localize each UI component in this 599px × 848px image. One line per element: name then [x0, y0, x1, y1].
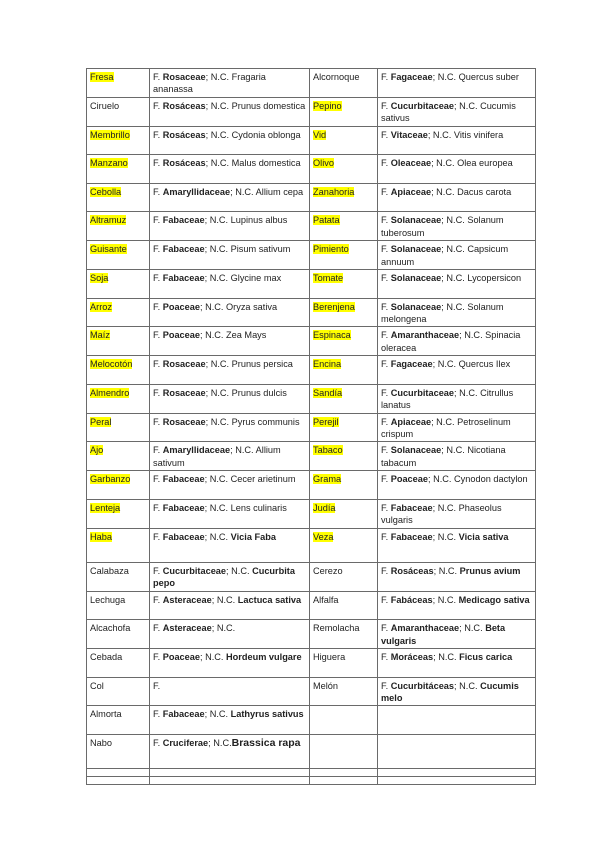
family-name: Poaceae: [390, 474, 428, 485]
family-name: Rosaceae: [162, 359, 206, 370]
plant-name: Cebolla: [90, 186, 122, 197]
plant-name-cell: [310, 69, 378, 98]
scientific-name-cell: F. Solanaceae; N.C. Solanum tuberosum: [378, 212, 536, 241]
plant-name-cell: [87, 442, 150, 471]
scientific-name-cell: F. Fabaceae; N.C. Cecer arietinum: [150, 471, 310, 500]
table-row: [87, 298, 536, 327]
plant-name-cell: [87, 384, 150, 413]
scientific-name-text: ; N.C. Prunus persica: [205, 359, 293, 370]
family-name: Moráceas: [390, 651, 434, 662]
scientific-name-text: ; N.C. Olea europea: [431, 158, 513, 169]
scientific-name-cell: F. Poaceae; N.C. Zea Mays: [150, 327, 310, 356]
plant-name-cell: [310, 677, 378, 706]
scientific-name-cell: F. Amaranthaceae; N.C. Beta vulgaris: [378, 620, 536, 649]
plant-name: Grama: [313, 474, 342, 485]
plant-name: Encina: [313, 359, 342, 370]
family-name: Rosáceas: [162, 100, 206, 111]
scientific-name-bold: Vicia Faba: [230, 531, 276, 542]
plant-name: Higuera: [313, 651, 346, 662]
plant-name: Tabaco: [313, 445, 343, 456]
scientific-name-cell: F. Fabaceae; N.C. Lupinus albus: [150, 212, 310, 241]
scientific-name-text: ; N.C. Cecer arietinum: [204, 474, 296, 485]
scientific-name-text: ; N.C.: [204, 709, 231, 720]
scientific-name-cell: F. Solanaceae; N.C. Nicotiana tabacum: [378, 442, 536, 471]
plant-name: Judía: [313, 502, 336, 513]
plant-name-cell: [87, 241, 150, 270]
plant-name-cell: [310, 471, 378, 500]
family-name: Fabáceas: [390, 594, 433, 605]
plant-name-cell: [87, 620, 150, 649]
scientific-name-cell: F. Rosáceas; N.C. Prunus avium: [378, 562, 536, 591]
scientific-name-text: ; N.C. Glycine max: [204, 273, 282, 284]
plant-name-cell: [87, 183, 150, 212]
scientific-name-text: ; N.C. Cucumis sativus: [381, 100, 516, 124]
plant-name: Soja: [90, 273, 109, 284]
family-name: Fabaceae: [162, 709, 205, 720]
plant-name: Fresa: [90, 72, 114, 82]
plant-name-cell: [310, 648, 378, 677]
family-name: Fabaceae: [162, 502, 205, 513]
scientific-name-cell: F. Rosáceas; N.C. Prunus domestica: [150, 97, 310, 126]
empty-cell: [87, 768, 150, 776]
scientific-name-cell: F. Cucurbitáceas; N.C. Cucumis melo: [378, 677, 536, 706]
plant-name: Arroz: [90, 301, 112, 312]
plant-name: Melón: [313, 680, 339, 691]
empty-cell: [150, 776, 310, 784]
family-name: Amaryllidaceae: [162, 445, 231, 456]
scientific-name-text: ; N.C. Petroselinum crispum: [381, 416, 511, 440]
plant-name: Ajo: [90, 445, 104, 456]
plant-name: Guisante: [90, 244, 127, 255]
scientific-name-bold: Lathyrus sativus: [230, 709, 304, 720]
plant-name-cell: [310, 155, 378, 184]
table-row: [87, 327, 536, 356]
scientific-name-text: ; N.C. Oryza sativa: [200, 301, 278, 312]
scientific-name-cell: F. Rosaceae; N.C. Fragaria ananassa: [150, 69, 310, 98]
scientific-name-bold: Medicago sativa: [458, 594, 530, 605]
scientific-name-cell: F. Fabáceas; N.C. Medicago sativa: [378, 591, 536, 620]
family-name: Amaranthaceae: [390, 330, 460, 341]
table-row: [87, 97, 536, 126]
scientific-name-cell: F. Poaceae; N.C. Cynodon dactylon: [378, 471, 536, 500]
family-name: Solanaceae: [390, 301, 442, 312]
plant-name-cell: [87, 270, 150, 299]
family-name: Rosáceas: [162, 158, 206, 169]
family-name: Rosáceas: [162, 129, 206, 140]
scientific-name-cell: F. Cucurbitaceae; N.C. Cucumis sativus: [378, 97, 536, 126]
empty-cell: [378, 768, 536, 776]
plant-name-cell: [310, 620, 378, 649]
family-name: Fagaceae: [390, 359, 433, 370]
plant-name-cell: [310, 528, 378, 562]
scientific-name-cell: F. Solanaceae; N.C. Solanum melongena: [378, 298, 536, 327]
empty-cell: [310, 776, 378, 784]
plant-name: Lenteja: [90, 502, 121, 513]
scientific-name-cell: F. Apiaceae; N.C. Dacus carota: [378, 183, 536, 212]
table-row: [87, 270, 536, 299]
scientific-name-cell: [378, 734, 536, 768]
scientific-name-text: ; N.C. Pyrus communis: [205, 416, 300, 427]
plant-name: Alfalfa: [313, 594, 339, 605]
family-name: Rosaceae: [162, 387, 206, 398]
plant-name-cell: [310, 591, 378, 620]
plant-name-cell: [310, 97, 378, 126]
plant-name: Pepino: [313, 100, 342, 111]
scientific-name-cell: F. Rosáceas; N.C. Cydonia oblonga: [150, 126, 310, 155]
family-name: Cucurbitáceas: [390, 680, 455, 691]
table-row: [87, 212, 536, 241]
plant-name-cell: [87, 734, 150, 768]
scientific-name-cell: F. Fabaceae; N.C. Phaseolus vulgaris: [378, 499, 536, 528]
family-name: Cucurbitaceae: [390, 100, 455, 111]
plant-name-cell: [87, 499, 150, 528]
plant-name-cell: [310, 241, 378, 270]
family-name: Solanaceae: [390, 273, 442, 284]
scientific-name-cell: F. Fabaceae; N.C. Pisum sativum: [150, 241, 310, 270]
scientific-name-bold: Vicia sativa: [458, 531, 509, 542]
plant-name: Vid: [313, 129, 327, 140]
plant-name-cell: [310, 126, 378, 155]
family-name: Cucurbitaceae: [390, 387, 455, 398]
scientific-name-text: ; N.C. Prunus dulcis: [205, 387, 287, 398]
plant-name: Col: [90, 680, 104, 691]
scientific-name-text: ; N.C. Quercus Ilex: [432, 359, 511, 370]
family-name: Amaranthaceae: [390, 623, 460, 634]
empty-cell: [378, 776, 536, 784]
plant-name: Peral: [90, 416, 112, 427]
family-name: Apiaceae: [390, 186, 432, 197]
scientific-name-text: ; N.C. Dacus carota: [431, 186, 512, 197]
scientific-name-text: ; N.C. Nicotiana tabacum: [381, 445, 506, 468]
family-name: Rosáceas: [390, 565, 434, 576]
plant-name-cell: [87, 591, 150, 620]
family-name: Poaceae: [162, 301, 200, 312]
scientific-name-text: ; N.C. Phaseolus vulgaris: [381, 502, 502, 526]
family-name: Fagaceae: [390, 72, 433, 82]
table-row: [87, 734, 536, 768]
table-row: [87, 768, 536, 776]
family-name: Asteraceae: [162, 594, 212, 605]
plant-name-cell: [87, 648, 150, 677]
scientific-name-bold: Lactuca sativa: [237, 594, 302, 605]
plant-name: Altramuz: [90, 215, 127, 226]
scientific-name-bold: Hordeum vulgare: [226, 651, 302, 662]
scientific-name-text: ; N.C. Allium sativum: [153, 445, 281, 468]
family-name: Fabaceae: [162, 531, 205, 542]
scientific-name-cell: F. Fabaceae; N.C. Vicia Faba: [150, 528, 310, 562]
plant-name-cell: [87, 69, 150, 98]
plant-name: Zanahoria: [313, 186, 355, 197]
scientific-name-cell: F. Rosaceae; N.C. Prunus persica: [150, 356, 310, 385]
scientific-name-cell: F. Fabaceae; N.C. Lens culinaris: [150, 499, 310, 528]
scientific-name-text: ; N.C.: [459, 623, 486, 634]
scientific-name-text: ; N.C. Fragaria ananassa: [153, 72, 266, 95]
scientific-name-text: ; N.C. Citrullus lanatus: [381, 387, 514, 411]
table-row: [87, 648, 536, 677]
scientific-name-text: ; N.C. Solanum melongena: [381, 301, 504, 325]
family-name: Fabaceae: [162, 273, 205, 284]
table-row: [87, 706, 536, 735]
plant-name-cell: [87, 155, 150, 184]
scientific-name-cell: F. Fabaceae; N.C. Glycine max: [150, 270, 310, 299]
plant-name-cell: [87, 677, 150, 706]
table-row: [87, 528, 536, 562]
plant-name: Tomate: [313, 273, 344, 284]
table-row: [87, 499, 536, 528]
table-row: [87, 620, 536, 649]
table-row: [87, 442, 536, 471]
scientific-name-cell: F. Asteraceae; N.C.: [150, 620, 310, 649]
plant-name: Veza: [313, 531, 334, 542]
scientific-name-text: ; N.C.: [433, 565, 460, 576]
table-row: [87, 562, 536, 591]
family-name: Amaryllidaceae: [162, 186, 231, 197]
empty-cell: [87, 776, 150, 784]
scientific-name-cell: F. Oleaceae; N.C. Olea europea: [378, 155, 536, 184]
family-name: Asteraceae: [162, 623, 212, 634]
scientific-name-text: ; N.C.: [433, 651, 460, 662]
scientific-name-cell: F. Amaranthaceae; N.C. Spinacia oleracea: [378, 327, 536, 356]
scientific-name-cell: F. Rosaceae; N.C. Pyrus communis: [150, 413, 310, 442]
scientific-name-text: ; N.C.: [432, 531, 459, 542]
scientific-name-text: ; N.C.: [432, 594, 459, 605]
family-name: Poaceae: [162, 330, 200, 341]
scientific-name-text: ; N.C. Lens culinaris: [204, 502, 287, 513]
plant-name: Nabo: [90, 737, 112, 748]
scientific-name-bold: Brassica rapa: [231, 736, 301, 749]
scientific-name-text: ; N.C.: [200, 651, 227, 662]
scientific-name-text: ; N.C. Pisum sativum: [204, 244, 291, 255]
family-name: Apiaceae: [390, 416, 432, 427]
family-name: Oleaceae: [390, 158, 432, 169]
plant-name-cell: [87, 97, 150, 126]
plant-name: Olivo: [313, 158, 334, 169]
plant-name: Almorta: [90, 709, 122, 720]
scientific-name-text: ; N.C. Quercus suber: [432, 72, 519, 82]
scientific-name-text: ; N.C.: [208, 737, 232, 748]
scientific-name-cell: [378, 706, 536, 735]
table-row: [87, 677, 536, 706]
scientific-name-bold: Ficus carica: [459, 651, 513, 662]
scientific-name-text: ; N.C. Lupinus albus: [204, 215, 288, 226]
scientific-name-cell: F. Poaceae; N.C. Oryza sativa: [150, 298, 310, 327]
scientific-name-text: ; N.C. Cydonia oblonga: [205, 129, 301, 140]
table-row: [87, 126, 536, 155]
plant-name-cell: [310, 356, 378, 385]
scientific-name-text: ; N.C. Vitis vinifera: [427, 129, 504, 140]
family-name: Poaceae: [162, 651, 200, 662]
scientific-name-bold: Beta vulgaris: [381, 623, 506, 646]
table-row: [87, 776, 536, 784]
plant-name: Berenjena: [313, 301, 355, 312]
scientific-name-text: ; N.C.: [204, 531, 231, 542]
scientific-name-cell: F. Amaryllidaceae; N.C. Allium cepa: [150, 183, 310, 212]
plant-name: Membrillo: [90, 129, 130, 140]
plant-name: Cerezo: [313, 565, 343, 576]
table-row: [87, 183, 536, 212]
scientific-name-cell: F. Fabaceae; N.C. Vicia sativa: [378, 528, 536, 562]
family-name: Vitaceae: [390, 129, 428, 140]
scientific-name-text: ; N.C. Capsicum annuum: [381, 244, 509, 267]
plant-name: Pimiento: [313, 244, 349, 255]
family-name: Cruciferae: [162, 737, 209, 748]
scientific-name-text: ; N.C. Solanum tuberosum: [381, 215, 504, 238]
scientific-name-bold: Prunus avium: [459, 565, 521, 576]
table-row: [87, 384, 536, 413]
family-name: Fabaceae: [162, 474, 205, 485]
family-prefix: F.: [153, 680, 161, 691]
plant-name: Patata: [313, 215, 340, 226]
table-row: [87, 591, 536, 620]
species-table: [86, 68, 536, 785]
family-name: Cucurbitaceae: [162, 565, 227, 576]
plant-name-cell: [87, 356, 150, 385]
species-table-body: [87, 69, 536, 785]
plant-name-cell: [87, 327, 150, 356]
plant-name-cell: [87, 562, 150, 591]
scientific-name-cell: F. Vitaceae; N.C. Vitis vinifera: [378, 126, 536, 155]
plant-name-cell: [310, 270, 378, 299]
scientific-name-cell: F. Amaryllidaceae; N.C. Allium sativum: [150, 442, 310, 471]
plant-name: Maíz: [90, 330, 110, 341]
plant-name-cell: [310, 298, 378, 327]
table-row: [87, 471, 536, 500]
scientific-name-text: ; N.C. Malus domestica: [205, 158, 301, 169]
scientific-name-cell: F. Fabaceae; N.C. Lathyrus sativus: [150, 706, 310, 735]
plant-name: Manzano: [90, 158, 128, 169]
plant-name-cell: [87, 471, 150, 500]
plant-name: Alcachofa: [90, 623, 131, 634]
plant-name-cell: [310, 442, 378, 471]
scientific-name-cell: F. Cucurbitaceae; N.C. Cucurbita pepo: [150, 562, 310, 591]
plant-name-cell: [310, 734, 378, 768]
scientific-name-cell: F. Fagaceae; N.C. Quercus Ilex: [378, 356, 536, 385]
scientific-name-cell: F. Solanaceae; N.C. Capsicum annuum: [378, 241, 536, 270]
scientific-name-text: ; N.C. Lycopersicon: [441, 273, 522, 284]
plant-name-cell: [87, 413, 150, 442]
scientific-name-cell: F. Moráceas; N.C. Ficus carica: [378, 648, 536, 677]
scientific-name-cell: F. Poaceae; N.C. Hordeum vulgare: [150, 648, 310, 677]
family-name: Fabaceae: [390, 502, 433, 513]
table-row: [87, 155, 536, 184]
plant-name-cell: [87, 528, 150, 562]
plant-name-cell: [310, 327, 378, 356]
family-name: Rosaceae: [162, 72, 206, 82]
scientific-name-cell: F. Rosáceas; N.C. Malus domestica: [150, 155, 310, 184]
plant-name: Calabaza: [90, 565, 129, 576]
plant-name-cell: [87, 298, 150, 327]
scientific-name-text: ; N.C. Allium cepa: [230, 186, 304, 197]
plant-name-cell: [310, 413, 378, 442]
plant-name-cell: [87, 126, 150, 155]
plant-name: Perejil: [313, 416, 339, 427]
scientific-name-cell: F. Fagaceae; N.C. Quercus suber: [378, 69, 536, 98]
table-row: [87, 69, 536, 98]
scientific-name-cell: F. Cucurbitaceae; N.C. Citrullus lanatus: [378, 384, 536, 413]
plant-name-cell: [310, 499, 378, 528]
scientific-name-text: ; N.C. Cynodon dactylon: [428, 474, 528, 485]
plant-name-cell: [87, 212, 150, 241]
scientific-name-text: ; N.C.: [211, 623, 236, 634]
table-row: [87, 413, 536, 442]
scientific-name-text: ; N.C. Spinacia oleracea: [381, 330, 521, 353]
scientific-name-cell: F. Cruciferae; N.C.Brassica rapa: [150, 734, 310, 768]
plant-name-cell: [310, 384, 378, 413]
plant-name: Cebada: [90, 651, 123, 662]
plant-name: Melocotón: [90, 359, 133, 370]
scientific-name-bold: Cucurbita pepo: [153, 565, 295, 589]
scientific-name-bold: Cucumis melo: [381, 680, 519, 703]
empty-cell: [310, 768, 378, 776]
plant-name: Haba: [90, 531, 112, 542]
plant-name-cell: [310, 183, 378, 212]
scientific-name-text: ; N.C.: [211, 594, 238, 605]
family-name: Solanaceae: [390, 215, 442, 226]
table-row: [87, 241, 536, 270]
scientific-name-text: ; N.C. Zea Mays: [200, 330, 267, 341]
scientific-name-text: ; N.C.: [226, 565, 253, 576]
table-row: [87, 356, 536, 385]
family-name: Fabaceae: [162, 244, 205, 255]
family-name: Rosaceae: [162, 416, 206, 427]
plant-name: Espinaca: [313, 330, 351, 341]
plant-name-cell: [310, 212, 378, 241]
plant-name: Lechuga: [90, 594, 126, 605]
plant-name: Garbanzo: [90, 474, 131, 485]
plant-name: Ciruelo: [90, 100, 120, 111]
plant-name-cell: [310, 706, 378, 735]
plant-name: Almendro: [90, 387, 130, 398]
scientific-name-cell: [150, 677, 310, 706]
scientific-name-cell: F. Apiaceae; N.C. Petroselinum crispum: [378, 413, 536, 442]
family-name: Solanaceae: [390, 445, 442, 456]
plant-name: Sandía: [313, 387, 343, 398]
plant-name: Remolacha: [313, 623, 360, 634]
scientific-name-text: ; N.C.: [454, 680, 481, 691]
family-name: Solanaceae: [390, 244, 442, 255]
scientific-name-cell: F. Asteraceae; N.C. Lactuca sativa: [150, 591, 310, 620]
plant-name: Alcornoque: [313, 72, 360, 82]
family-name: Fabaceae: [162, 215, 205, 226]
scientific-name-cell: F. Rosaceae; N.C. Prunus dulcis: [150, 384, 310, 413]
empty-cell: [150, 768, 310, 776]
scientific-name-cell: F. Solanaceae; N.C. Lycopersicon: [378, 270, 536, 299]
plant-name-cell: [310, 562, 378, 591]
family-name: Fabaceae: [390, 531, 433, 542]
scientific-name-text: ; N.C. Prunus domestica: [205, 100, 306, 111]
plant-name-cell: [87, 706, 150, 735]
